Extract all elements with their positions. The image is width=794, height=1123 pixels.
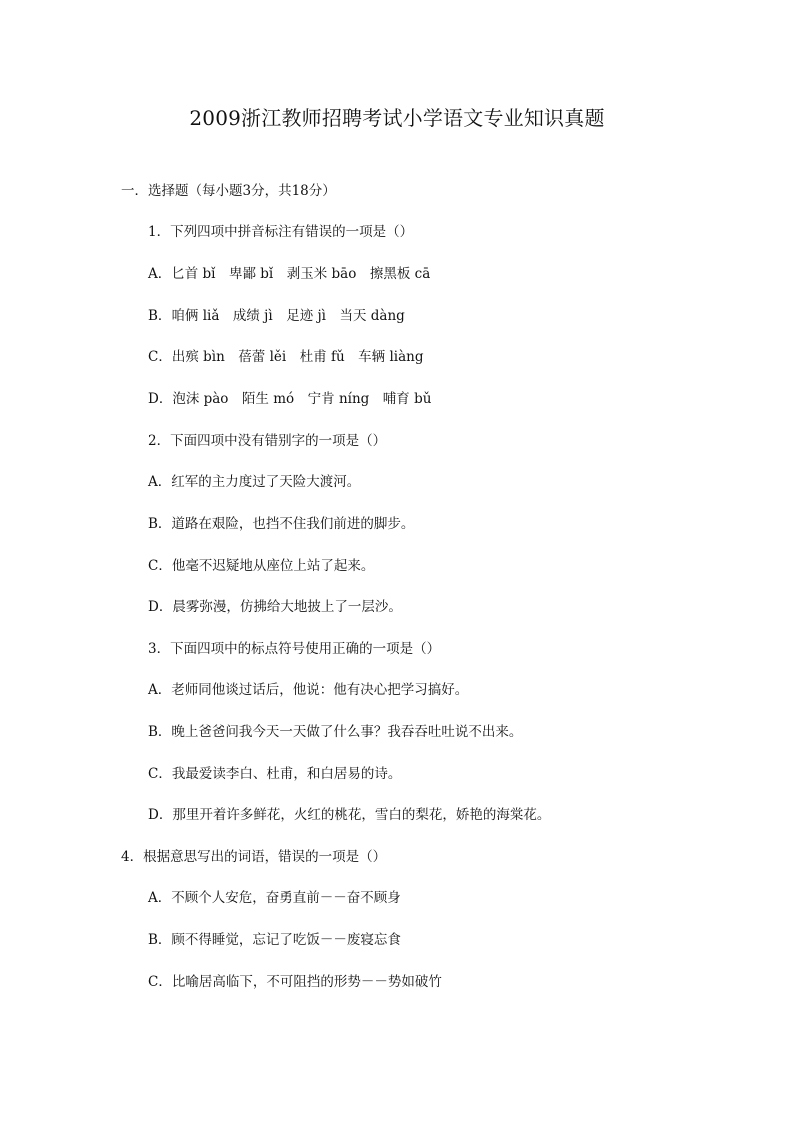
question-1-option-d: D．泡沫 pào 陌生 mó 宁肯 níng 哺育 bǔ xyxy=(148,391,432,407)
question-2-stem: 2．下面四项中没有错别字的一项是（） xyxy=(148,433,387,449)
page-title: 2009浙江教师招聘考试小学语文专业知识真题 xyxy=(189,106,605,130)
question-3-option-a: A．老师同他谈过话后，他说：他有决心把学习搞好。 xyxy=(148,682,469,698)
question-3-option-d: D．那里开着许多鲜花，火红的桃花，雪白的梨花，娇艳的海棠花。 xyxy=(148,807,551,823)
question-2-option-a: A．红军的主力度过了天险大渡河。 xyxy=(148,474,361,490)
question-4-option-b: B．顾不得睡觉，忘记了吃饭－－废寝忘食 xyxy=(148,932,401,948)
question-3-option-c: C．我最爱读李白、杜甫，和白居易的诗。 xyxy=(148,766,402,782)
question-4-option-c: C．比喻居高临下，不可阻挡的形势－－势如破竹 xyxy=(148,974,442,990)
question-3-option-b: B．晚上爸爸问我今天一天做了什么事？我吞吞吐吐说不出来。 xyxy=(148,724,523,740)
question-3-stem: 3．下面四项中的标点符号使用正确的一项是（） xyxy=(148,641,441,657)
section-heading: 一．选择题（每小题3分，共18分） xyxy=(121,183,336,199)
question-1-option-c: C．出殡 bìn 蓓蕾 lěi 杜甫 fǔ 车辆 liàng xyxy=(148,349,424,365)
question-4-stem: 4．根据意思写出的词语，错误的一项是（） xyxy=(121,849,387,865)
question-1-stem: 1．下列四项中拼音标注有错误的一项是（） xyxy=(148,224,414,240)
question-4-option-a: A．不顾个人安危，奋勇直前－－奋不顾身 xyxy=(148,890,401,906)
question-1-option-a: A．匕首 bǐ 卑鄙 bǐ 剥玉米 bāo 擦黑板 cā xyxy=(148,266,431,282)
question-2-option-d: D．晨雾弥漫，仿拂给大地披上了一层沙。 xyxy=(148,599,402,615)
question-2-option-b: B．道路在艰险，也挡不住我们前进的脚步。 xyxy=(148,516,415,532)
question-2-option-c: C．他毫不迟疑地从座位上站了起来。 xyxy=(148,558,375,574)
question-1-option-b: B．咱俩 liǎ 成绩 jì 足迹 jì 当天 dàng xyxy=(148,308,405,324)
